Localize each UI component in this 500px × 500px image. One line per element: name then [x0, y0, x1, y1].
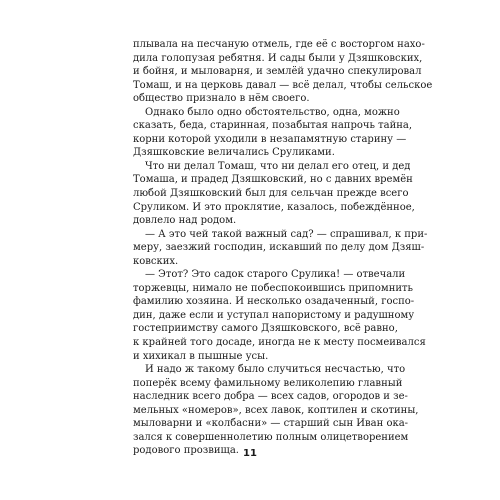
text-line: наследник всего добра — всех садов, огородов и зе-: [133, 391, 408, 403]
text-line: меру, заезжий господин, искавший по делу дом Дзяш-: [133, 242, 425, 254]
text-line: поперёк всему фамильному великолепию главный: [133, 377, 403, 389]
page-number: 11: [243, 448, 257, 459]
text-line: корни которой уходили в незапамятную старину —: [133, 133, 407, 145]
text-line: зался к совершеннолетию полным олицетворением: [133, 431, 409, 443]
text-line: Сруликом. И это проклятие, казалось, побеждённое,: [133, 201, 415, 213]
text-line: довлело над родом.: [133, 215, 237, 227]
text-line: мыловарни и «колбасни» — старший сын Иван ока-: [133, 418, 409, 430]
text-line: Что ни делал Томаш, что ни делал его отец, и дед: [145, 160, 411, 172]
text-line: И надо ж такому было случиться несчастью, что: [145, 364, 406, 376]
text-line: дин, даже если и уступал напористому и радушному: [133, 309, 415, 321]
text-line: Томаша, и прадед Дзяшковский, но с давних времён: [133, 174, 413, 186]
text-line: Дзяшковские величались Сруликами.: [133, 147, 335, 159]
text-line: Томаш, и на церковь давал — всё делал, чтобы сельское: [133, 79, 433, 91]
text-line: торжевцы, нимало не побеспокоившись припомнить: [133, 282, 413, 294]
text-line: ковских.: [133, 255, 179, 267]
text-line: и хихикал в пышные усы.: [133, 350, 269, 362]
text-line: любой Дзяшковский был для сельчан прежде всего: [133, 188, 409, 200]
text-line: — А это чей такой важный сад? — спрашивал, к при-: [145, 228, 428, 240]
text-line: плывала на песчаную отмель, где её с восторгом нахо-: [133, 39, 425, 50]
text-line: Однако было одно обстоятельство, одна, можно: [145, 106, 400, 118]
text-line: и бойня, и мыловарня, и землёй удачно спекулировал: [133, 66, 422, 78]
text-line: сказать, беда, старинная, позабытая напрочь тайна,: [133, 120, 413, 132]
text-line: — Этот? Это садок старого Срулика! — отвечали: [145, 269, 406, 281]
text-line: к крайней того досаде, иногда не к месту посмеивался: [133, 337, 426, 349]
text-line: гостеприимству самого Дзяшковского, всё равно,: [133, 323, 398, 335]
text-line: дила голопузая ребятня. И сады были у Дзяшковских,: [133, 52, 423, 64]
text-line: мельных «номеров», всех лавок, коптилен и скотины,: [133, 404, 419, 416]
body-text: [133, 38, 433, 458]
text-line: общество признало в нём своего.: [133, 93, 310, 105]
text-line: фамилию хозяина. И несколько озадаченный, госпо-: [133, 296, 415, 308]
text-line: родового прозвища.: [133, 445, 239, 457]
